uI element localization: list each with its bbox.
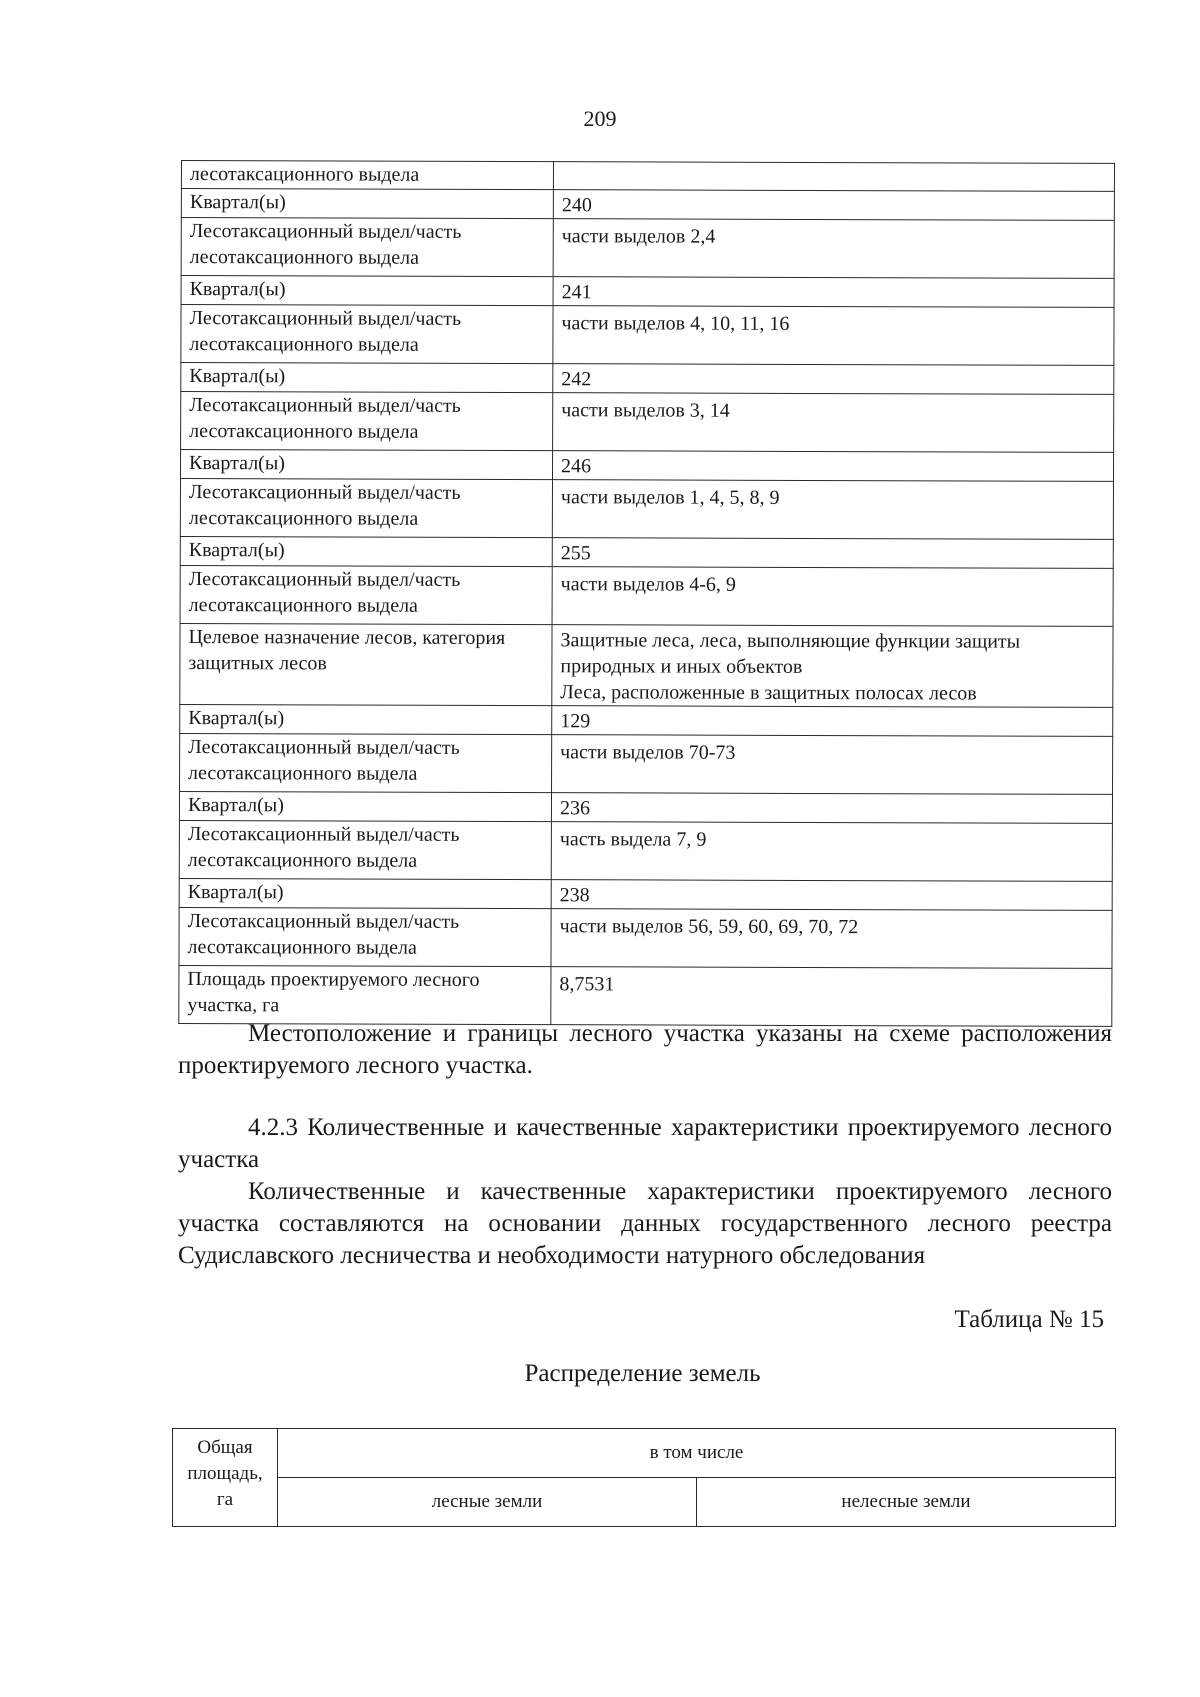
purpose-line-1: Защитные леса, леса, выполняющие функции защиты природных и иных объектов xyxy=(560,629,1021,678)
table-caption: Таблица № 15 xyxy=(954,1306,1104,1333)
table-row xyxy=(179,820,1112,881)
row-label: Лесотаксационный выдел/часть лесотаксационного выдела xyxy=(180,733,552,792)
table-row xyxy=(181,392,1114,453)
row-label: Квартал(ы) xyxy=(180,536,552,566)
row-label: Квартал(ы) xyxy=(181,276,553,306)
row-label: Лесотаксационный выдел/часть лесотаксационного выдела xyxy=(181,305,553,364)
table-row xyxy=(181,218,1114,279)
table-row xyxy=(180,450,1113,482)
row-value: 129 xyxy=(552,706,1113,737)
row-label: Квартал(ы) xyxy=(181,189,553,219)
row-label: Квартал(ы) xyxy=(180,704,552,734)
row-label: Лесотаксационный выдел/часть лесотаксационного выдела xyxy=(179,907,551,966)
row-label: Лесотаксационный выдел/часть лесотаксационного выдела xyxy=(179,820,551,879)
row-label: Лесотаксационный выдел/часть лесотаксационного выдела xyxy=(181,218,553,277)
col-nonforest-land: нелесные земли xyxy=(697,1478,1116,1527)
table-row xyxy=(180,565,1113,626)
description-paragraph xyxy=(178,1176,1112,1272)
section-heading xyxy=(178,1112,1112,1176)
row-label: лесотаксационного выдела xyxy=(181,161,553,190)
row-label: Лесотаксационный выдел/часть лесотаксационного выдела xyxy=(180,479,552,538)
table-row xyxy=(181,305,1114,366)
table-row xyxy=(180,704,1113,736)
location-paragraph xyxy=(178,1018,1112,1082)
section-heading-text: 4.2.3 Количественные и качественные характеристики проектируемого лесного участка xyxy=(178,1114,1112,1173)
row-label: Лесотаксационный выдел/часть лесотаксационного выдела xyxy=(181,392,553,451)
row-label: Квартал(ы) xyxy=(179,878,551,908)
row-value: части выделов 70-73 xyxy=(552,735,1113,795)
land-distribution-table xyxy=(172,1428,1116,1527)
row-label: Квартал(ы) xyxy=(180,450,552,480)
row-value: 240 xyxy=(553,190,1114,221)
row-value: 242 xyxy=(553,364,1114,395)
row-value: 246 xyxy=(552,451,1113,482)
table-header-row xyxy=(173,1429,1116,1478)
table-title: Распределение земель xyxy=(524,1360,761,1387)
table-row xyxy=(179,878,1112,910)
row-value: 236 xyxy=(551,793,1112,824)
table-row xyxy=(180,623,1113,707)
row-value: части выделов 1, 4, 5, 8, 9 xyxy=(552,480,1113,540)
row-value: части выделов 56, 59, 60, 69, 70, 72 xyxy=(551,909,1112,969)
row-value xyxy=(552,625,1113,708)
row-value: 8,7531 xyxy=(551,967,1112,1027)
table-row xyxy=(180,536,1113,568)
table-row xyxy=(179,907,1112,968)
row-label: Целевое назначение лесов, категория защитных лесов xyxy=(180,623,552,705)
table-row xyxy=(181,363,1114,395)
plot-properties-table xyxy=(178,160,1115,1027)
table-row xyxy=(181,161,1114,192)
row-value: 241 xyxy=(553,277,1114,308)
page-number: 209 xyxy=(583,106,617,131)
col-total-area: Общая площадь, га xyxy=(173,1429,278,1527)
description-paragraph-text: Количественные и качественные характеристики проектируемого лесного участка составляются на основании данных государственного лесного реестра Судиславского лесничества и необходимости натурного обследования xyxy=(178,1178,1112,1269)
row-label: Площадь проектируемого лесного участка, га xyxy=(179,965,551,1024)
row-value: часть выдела 7, 9 xyxy=(551,822,1112,882)
row-value: части выделов 2,4 xyxy=(553,219,1114,279)
row-value: 238 xyxy=(551,880,1112,911)
col-including: в том числе xyxy=(278,1429,1116,1478)
table-row xyxy=(179,791,1112,823)
row-value: части выделов 4-6, 9 xyxy=(552,567,1113,627)
row-label: Лесотаксационный выдел/часть лесотаксационного выдела xyxy=(180,565,552,624)
col-forest-land: лесные земли xyxy=(278,1478,697,1527)
table-row xyxy=(181,276,1114,308)
row-value: части выделов 4, 10, 11, 16 xyxy=(553,306,1114,366)
table-row xyxy=(180,733,1113,794)
location-paragraph-text: Местоположение и границы лесного участка указаны на схеме расположения проектируемого лесного участка. xyxy=(178,1020,1112,1079)
table-row xyxy=(180,479,1113,540)
row-value xyxy=(553,162,1114,192)
row-label: Квартал(ы) xyxy=(181,363,553,393)
table-header-row xyxy=(173,1478,1116,1527)
table-row xyxy=(181,189,1114,221)
row-value: 255 xyxy=(552,538,1113,569)
row-label: Квартал(ы) xyxy=(179,791,551,821)
row-value: части выделов 3, 14 xyxy=(553,393,1114,453)
purpose-line-2: Леса, расположенные в защитных полосах лесов xyxy=(560,681,977,705)
